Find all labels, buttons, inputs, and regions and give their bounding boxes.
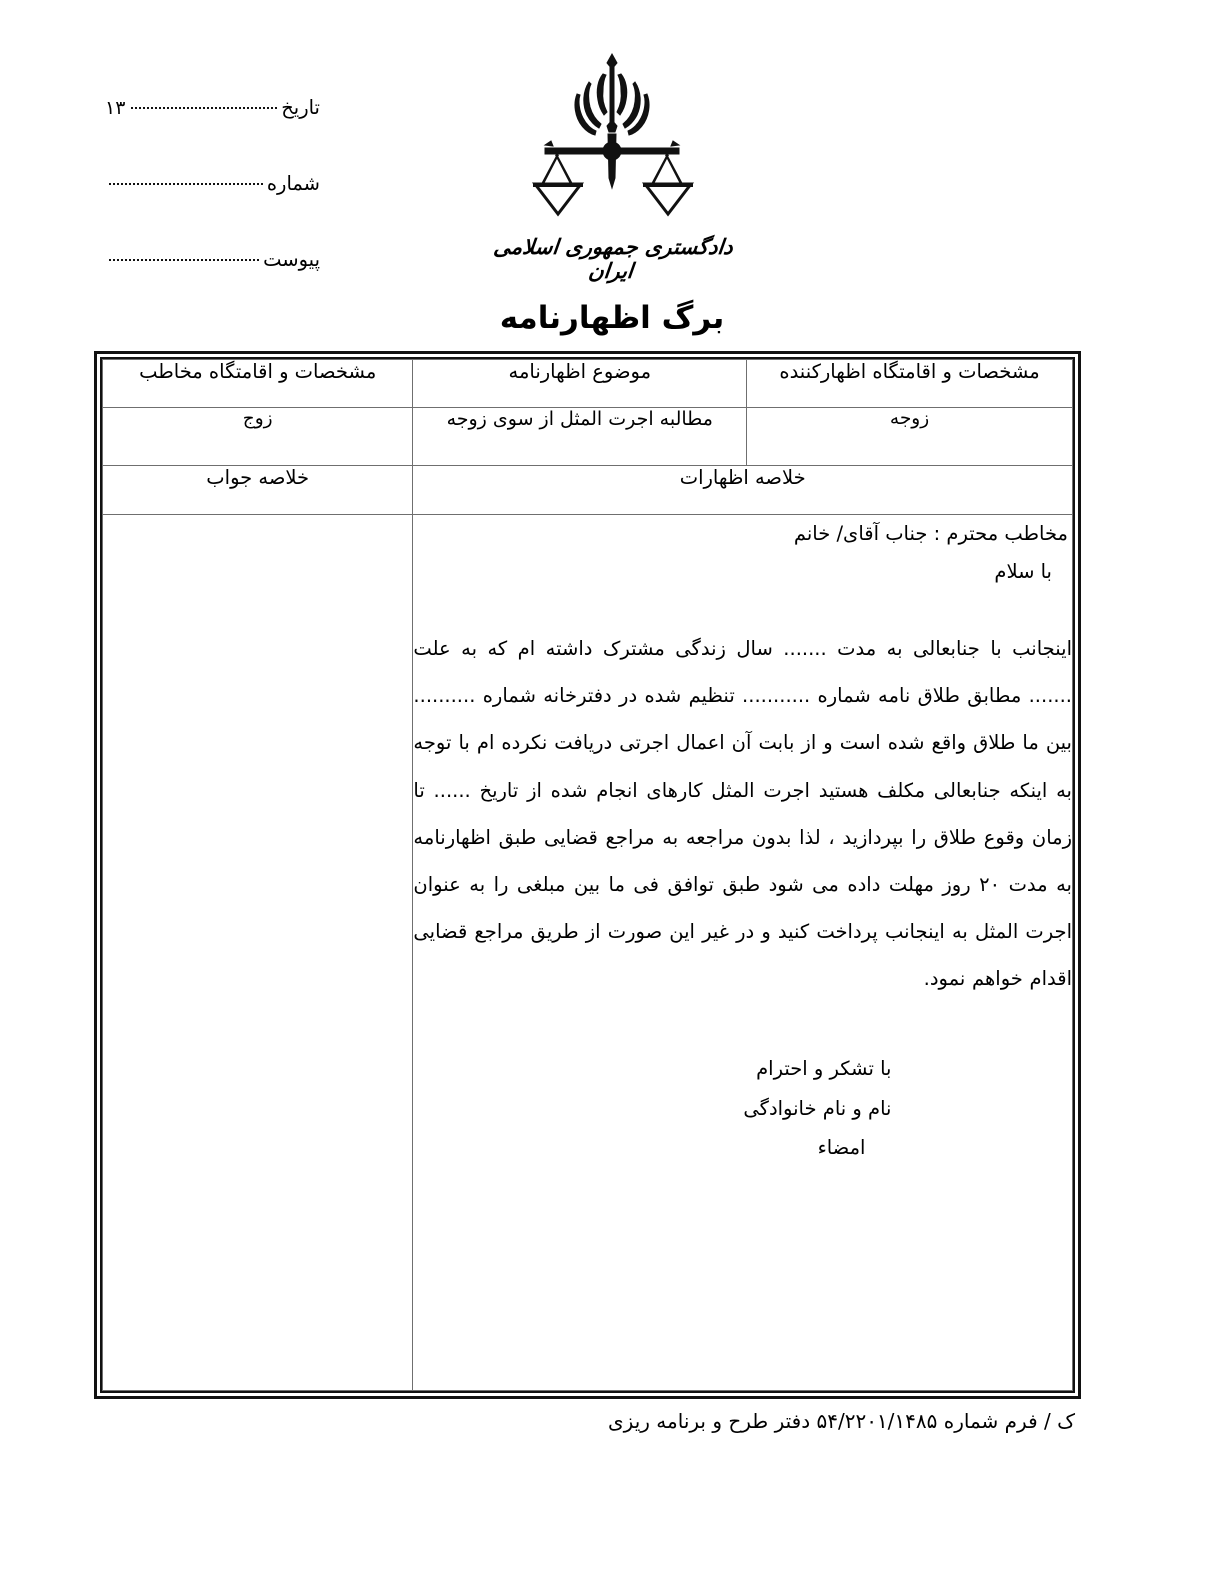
declaration-form-table [100, 357, 1075, 1393]
emblem-graphic [497, 44, 727, 239]
judiciary-emblem [477, 44, 747, 283]
closing-signature-label: امضاء [817, 1136, 866, 1160]
column-header-subject: موضوع اظهارنامه [413, 360, 747, 408]
table-header-row [103, 360, 1073, 408]
salutation-block [413, 515, 1072, 591]
value-subject[interactable]: مطالبه اجرت المثل از سوی زوجه [413, 408, 747, 466]
date-field-label: تاریخ [281, 96, 320, 119]
table-subheader-row [103, 466, 1073, 515]
attachment-field-label: پیوست [263, 248, 320, 271]
number-field-dotted-line[interactable] [109, 183, 263, 185]
closing-fullname-label: نام و نام خانوادگی [743, 1096, 892, 1120]
date-field-row [105, 96, 320, 134]
value-addressee[interactable]: زوج [103, 408, 413, 466]
footer-form-code: ک / فرم شماره ۵۴/۲۲۰۱/۱۴۸۵ دفتر طرح و برنامه ریزی [608, 1409, 1075, 1433]
page-title: برگ اظهارنامه [499, 300, 725, 336]
subheader-answer: خلاصه جواب [103, 466, 413, 515]
number-field-row [105, 172, 320, 210]
date-field-century-prefix: ۱۳ [105, 97, 126, 119]
closing-thanks: با تشکر و احترام [756, 1056, 892, 1080]
subheader-declarations: خلاصه اظهارات [413, 466, 1073, 515]
declaration-body-cell[interactable] [413, 515, 1073, 1391]
header-meta-block [105, 96, 320, 324]
declaration-paragraph: اینجانب با جنابعالی به مدت ....... سال زندگی مشترک داشته ام که به علت ....... مطابق طلاق نامه شماره ........... تنظیم شده در دفترخانه شماره .......... بین ما طلاق واقع شده است و از بابت آن اعمال اجرتی دریافت نکرده ام با توجه به اینکه جنابعالی مکلف هستید اجرت المثل کارهای انجام شده از تاریخ ...... تا زمان وقوع طلاق را بپردازید ، لذا بدون مراجعه به مراجع قضایی طبق اظهارنامه به مدت ۲۰ روز مهلت داده می شود طبق توافق فی ما بین مبلغی را به عنوان اجرت المثل به اینجانب پرداخت کنید و در غیر این صورت از طریق مراجع قضایی اقدام خواهم نمود. [413, 637, 1072, 991]
date-field-dotted-line[interactable] [131, 107, 277, 109]
column-header-addressee: مشخصات و اقامتگاه مخاطب [103, 360, 413, 408]
addressee-line: مخاطب محترم : جناب آقای/ خانم [793, 522, 1068, 545]
table-value-row [103, 408, 1073, 466]
answer-body-cell[interactable] [103, 515, 413, 1391]
table-body-row [103, 515, 1073, 1391]
closing-block [413, 1003, 1072, 1169]
emblem-caption: دادگستری جمهوری اسلامی ایران [492, 235, 735, 283]
attachment-field-dotted-line[interactable] [109, 259, 259, 261]
value-declarant[interactable]: زوجه [747, 408, 1073, 466]
greeting-line: با سلام [994, 560, 1052, 584]
column-header-declarant: مشخصات و اقامتگاه اظهارکننده [747, 360, 1073, 408]
attachment-field-row [105, 248, 320, 286]
number-field-label: شماره [266, 172, 320, 195]
